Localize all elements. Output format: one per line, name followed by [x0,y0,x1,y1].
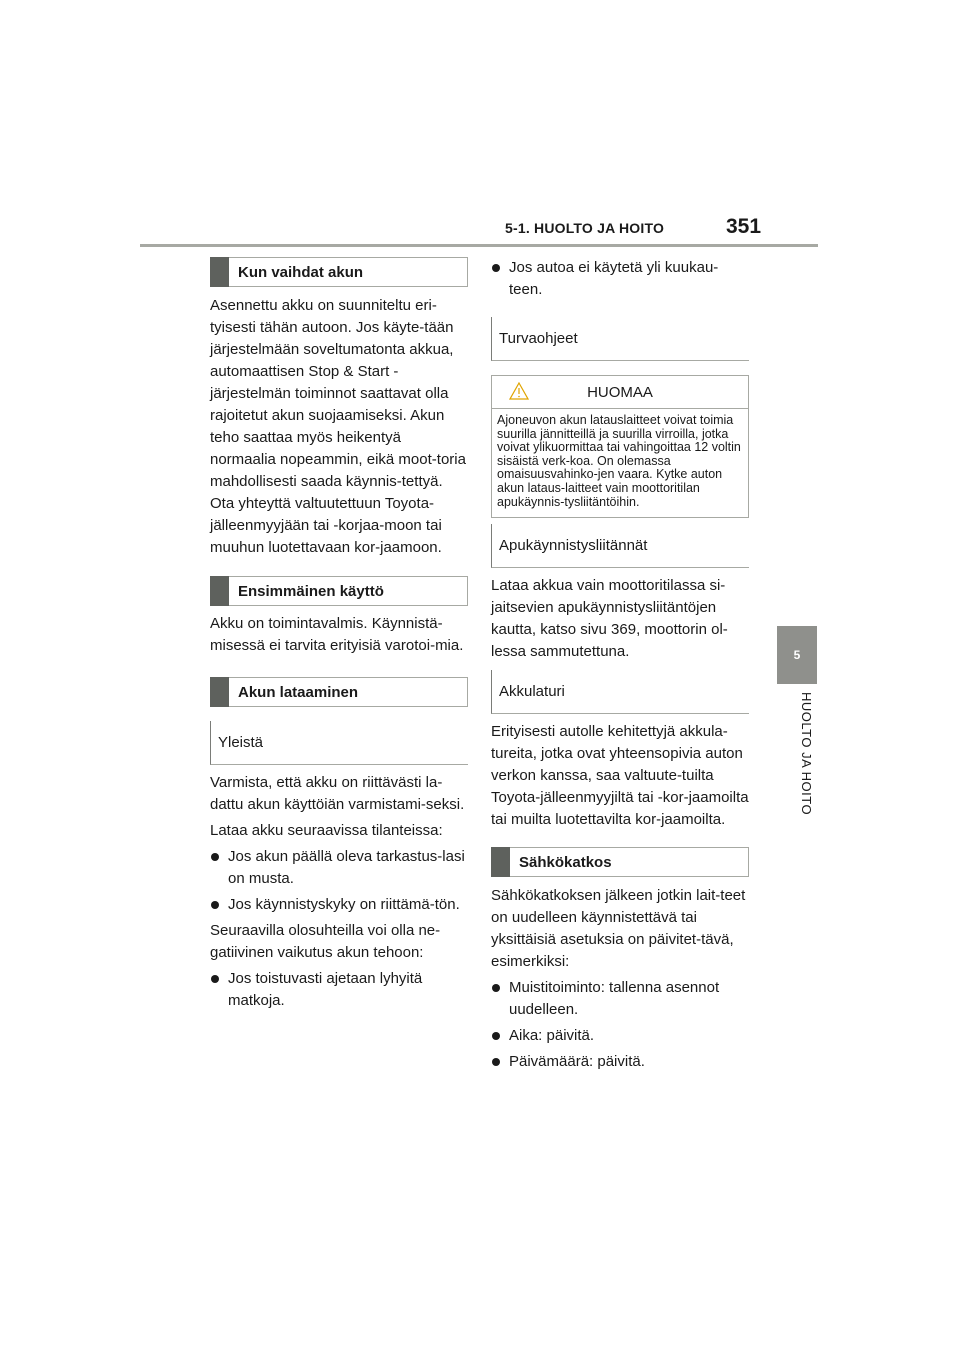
subheading-jump-start: Apukäynnistysliitännät [491,524,749,568]
header-rule [140,244,818,247]
paragraph-when: Lataa akku seuraavissa tilanteissa: [210,822,443,839]
left-column [210,257,468,1012]
notice-box [491,375,749,518]
heading-charging [210,677,468,707]
section-title: 5-1. HUOLTO JA HOITO [505,220,665,236]
right-column [491,257,749,1073]
bullet-item: Aika: päivitä. [491,1025,749,1047]
paragraph-replace: Asennettu akku on suunniteltu eri-tyisesti tähän autoon. Jos käyte-tään järjestelmään soveltumatonta akkua, automaattisen Stop & Start -järjestelmän toiminnot saattavat olla rajoitetut akun suojaamiseksi. Akun teho saattaa myös heikentyä normaalia nopeammin, eikä moot-toria mahdollisesti saada käynnis-tettyä. Ota yhteyttä valtuutettuun Toyota-jälleenmyyjään tai -korjaa-moon tai muuhun luotettavaan kor-jaamoon. [210,297,466,556]
bullet-item: Päivämäärä: päivitä. [491,1051,749,1073]
heading-marker [491,847,510,877]
subheading-charger: Akkulaturi [491,670,749,714]
notice-header [492,376,748,409]
notice-text: Ajoneuvon akun latauslaitteet voivat toimia suurilla jännitteillä ja suurilla virroilla, jotka voivat ylikuormittaa tai vahingoittaa 12 voltin sisäistä verk-koa. On olemassa omaisuusvahinko-jen vaara. Kytke auton akun lataus-laitteet vain moottoritilan apukäynnis-tysliitäntöihin. [497,413,741,509]
heading-text: Ensimmäinen käyttö [238,582,384,600]
paragraph-first-use: Akku on toimintavalmis. Käynnistä-misessä ei tarvita erityisiä varotoi-mia. [210,615,464,654]
bullet-item: Muistitoiminto: tallenna asennot uudelleen. [491,977,749,1021]
heading-text: Sähkökatkos [519,853,612,871]
subheading-general: Yleistä [210,721,468,765]
paragraph-general: Varmista, että akku on riittävästi la-dattu akun käyttöiän varmistami-seksi. [210,774,465,813]
heading-marker [210,677,229,707]
bullet-item: Jos akun päällä oleva tarkastus-lasi on musta. [210,846,468,890]
heading-marker [210,257,229,287]
paragraph-conditions: Seuraavilla olosuhteilla voi olla ne-gatiivinen vaikutus akun tehoon: [210,922,441,961]
subheading-safety: Turvaohjeet [491,317,749,361]
paragraph-power-outage: Sähkökatkoksen jälkeen jotkin lait-teet on uudelleen käynnistettävä tai yksittäisiä asetuksia on päivitet-tävä, esimerkiksi: [491,887,746,971]
bullet-item: Jos autoa ei käytetä yli kuukau-teen. [491,257,749,301]
bullet-item: Jos toistuvasti ajetaan lyhyitä matkoja. [210,968,468,1012]
heading-power-outage [491,847,749,877]
paragraph-charger: Erityisesti autolle kehitettyjä akkula-tureita, jotka ovat yhteensopivia auton verkon kanssa, saa valtuute-tuilta Toyota-jälleenmyyjiltä tai -kor-jaamoilta tai muilta luotettavilta kor-jaamoilta. [491,723,749,829]
notice-title: HUOMAA [587,383,653,401]
bullet-item: Jos käynnistyskyky on riittämä-tön. [210,894,468,916]
heading-marker [210,576,229,606]
chapter-tab[interactable]: 5 [777,626,817,684]
heading-first-use [210,576,468,606]
heading-replace-battery [210,257,468,287]
heading-text: Akun lataaminen [238,683,359,701]
chapter-label: HUOLTO JA HOITO [799,692,814,816]
warning-triangle-icon [509,382,529,400]
page-number: 351 [726,215,762,238]
paragraph-jump-start: Lataa akkua vain moottoritilassa si-jaitsevien apukäynnistysliitäntöjen kautta, katso sivu 369, moottorin ol-lessa sammutettuna. [491,577,728,661]
heading-text: Kun vaihdat akun [238,263,364,281]
